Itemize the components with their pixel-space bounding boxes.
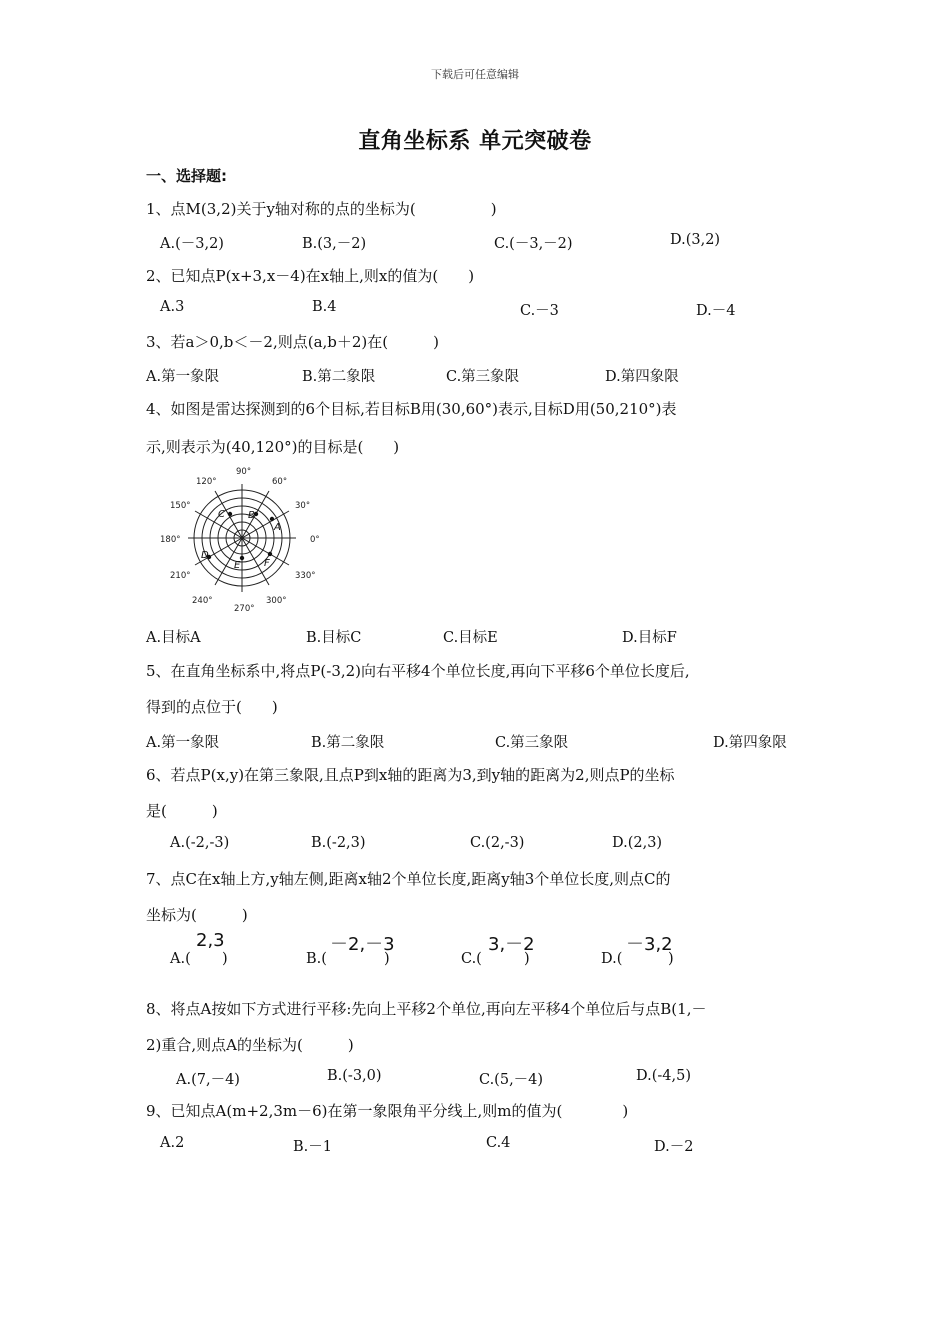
radar-label-120: 120°	[196, 477, 217, 487]
q2-option-c: C.－3	[520, 303, 559, 319]
q1-option-b: B.(3,－2)	[302, 236, 367, 252]
q3-option-c: C.第三象限	[446, 369, 520, 385]
q3-option-a: A.第一象限	[146, 369, 220, 385]
question-5-line-2: 得到的点位于( )	[146, 698, 278, 716]
q7-option-a-close: )	[222, 951, 228, 967]
target-b-label: B	[248, 510, 255, 521]
radar-label-270: 270°	[234, 604, 255, 612]
q2-option-b: B.4	[312, 299, 337, 315]
q6-option-c: C.(2,-3)	[470, 835, 525, 851]
q7-option-b-value: －2,－3	[330, 934, 395, 955]
q4-option-d: D.目标F	[622, 630, 677, 646]
q2-option-a: A.3	[160, 299, 185, 315]
q7-option-d-close: )	[668, 951, 674, 967]
q8-option-a: A.(7,－4)	[176, 1072, 240, 1088]
question-3: 3、若a＞0,b＜－2,则点(a,b＋2)在( )	[146, 333, 439, 351]
q5-option-b: B.第二象限	[311, 735, 385, 751]
target-d-label: D	[201, 550, 209, 561]
question-1: 1、点M(3,2)关于y轴对称的点的坐标为( )	[146, 200, 497, 218]
q9-option-a: A.2	[160, 1135, 185, 1151]
q7-option-c-prefix: C.(	[461, 951, 482, 967]
radar-label-210: 210°	[170, 571, 191, 581]
radar-diagram	[160, 462, 328, 612]
q4-option-b: B.目标C	[306, 630, 362, 646]
q6-option-b: B.(-2,3)	[311, 835, 366, 851]
question-6-line-2: 是( )	[146, 802, 218, 820]
q7-option-c-close: )	[524, 951, 530, 967]
question-8-line-2: 2)重合,则点A的坐标为( )	[146, 1036, 354, 1054]
radar-label-330: 330°	[295, 571, 316, 581]
q9-option-b: B.－1	[293, 1139, 332, 1155]
q7-option-a-prefix: A.(	[170, 951, 191, 967]
q5-option-d: D.第四象限	[713, 735, 787, 751]
question-2: 2、已知点P(x+3,x－4)在x轴上,则x的值为( )	[146, 267, 475, 285]
q6-option-a: A.(-2,-3)	[170, 835, 230, 851]
question-7-line-1: 7、点C在x轴上方,y轴左侧,距离x轴2个单位长度,距离y轴3个单位长度,则点C的	[146, 870, 671, 888]
radar-label-30: 30°	[295, 501, 311, 511]
radar-label-0: 0°	[310, 535, 320, 545]
radar-label-90: 90°	[236, 467, 252, 477]
q6-option-d: D.(2,3)	[612, 835, 663, 851]
q8-option-c: C.(5,－4)	[479, 1072, 544, 1088]
q9-option-d: D.－2	[654, 1139, 694, 1155]
q1-option-d: D.(3,2)	[670, 232, 721, 248]
q7-option-d-value: －3,2	[626, 934, 673, 955]
radar-label-300: 300°	[266, 596, 287, 606]
q1-option-a: A.(－3,2)	[160, 236, 224, 252]
q4-option-c: C.目标E	[443, 630, 498, 646]
radar-label-180: 180°	[160, 535, 181, 545]
target-a-label: A	[274, 522, 281, 533]
question-4-line-2: 示,则表示为(40,120°)的目标是( )	[146, 438, 400, 456]
q3-option-d: D.第四象限	[605, 369, 679, 385]
target-e-label: E	[234, 560, 241, 571]
q8-option-d: D.(-4,5)	[636, 1068, 691, 1084]
q7-option-b-close: )	[384, 951, 390, 967]
q7-option-b-prefix: B.(	[306, 951, 327, 967]
target-c-label: C	[218, 509, 225, 520]
radar-label-60: 60°	[272, 477, 288, 487]
q7-option-c-value: 3,－2	[488, 934, 535, 955]
q1-option-c: C.(－3,－2)	[494, 236, 573, 252]
q7-option-a-value: 2,3	[196, 930, 225, 951]
q8-option-b: B.(-3,0)	[327, 1068, 382, 1084]
header-note: 下载后可任意编辑	[431, 68, 519, 81]
question-9: 9、已知点A(m+2,3m－6)在第一象限角平分线上,则m的值为( )	[146, 1102, 629, 1120]
target-f-label: F	[264, 558, 270, 569]
q7-option-d-prefix: D.(	[601, 951, 623, 967]
q4-option-a: A.目标A	[146, 630, 201, 646]
page-title: 直角坐标系 单元突破卷	[358, 129, 592, 154]
question-7-line-2: 坐标为( )	[146, 906, 248, 924]
q5-option-c: C.第三象限	[495, 735, 569, 751]
question-4-line-1: 4、如图是雷达探测到的6个目标,若目标B用(30,60°)表示,目标D用(50,210°)表	[146, 400, 677, 418]
q5-option-a: A.第一象限	[146, 735, 220, 751]
section-heading: 一、选择题:	[146, 167, 227, 185]
radar-label-150: 150°	[170, 501, 191, 511]
q2-option-d: D.－4	[696, 303, 736, 319]
radar-label-240: 240°	[192, 596, 213, 606]
q9-option-c: C.4	[486, 1135, 511, 1151]
question-8-line-1: 8、将点A按如下方式进行平移:先向上平移2个单位,再向左平移4个单位后与点B(1,－	[146, 1000, 707, 1018]
question-5-line-1: 5、在直角坐标系中,将点P(-3,2)向右平移4个单位长度,再向下平移6个单位长度后,	[146, 662, 690, 680]
question-6-line-1: 6、若点P(x,y)在第三象限,且点P到x轴的距离为3,到y轴的距离为2,则点P的坐标	[146, 766, 675, 784]
q3-option-b: B.第二象限	[302, 369, 376, 385]
